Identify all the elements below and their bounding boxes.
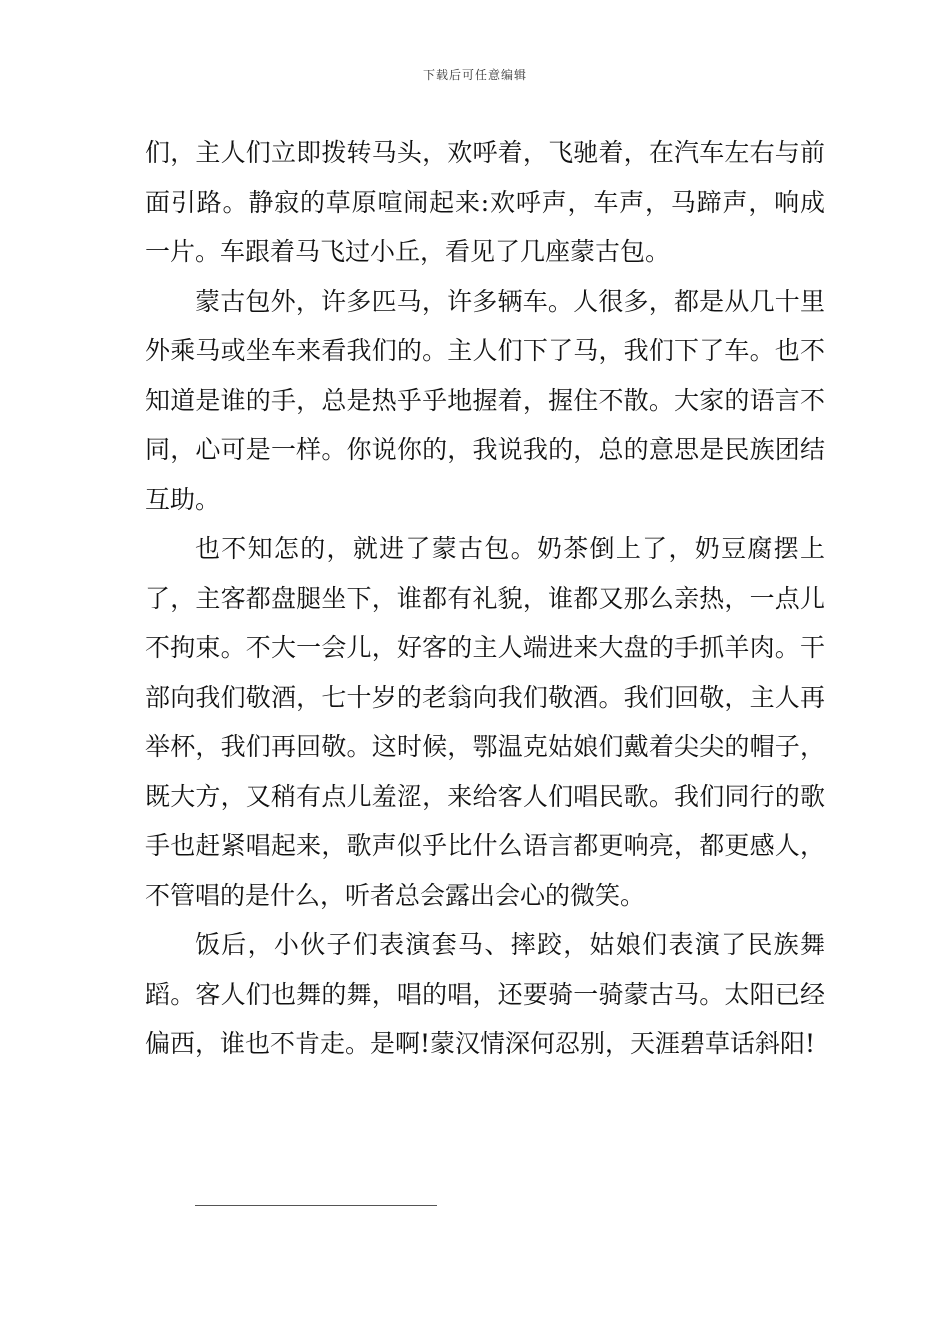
paragraph-mongolian-yurt-outside: 蒙古包外，许多匹马，许多辆车。人很多，都是从几十里外乘马或坐车来看我们的。主人们下了马，我们下了车。也不知道是谁的手，总是热乎乎地握着，握住不散。大家的语言不同，心可是一样。你说你的，我说我的，总的意思是民族团结互助。 [145, 286, 825, 514]
footnote-separator-line [195, 1205, 437, 1206]
paragraph-inside-yurt: 也不知怎的，就进了蒙古包。奶茶倒上了，奶豆腐摆上了，主客都盘腿坐下，谁都有礼貌，谁都又那么亲热，一点儿不拘束。不大一会儿，好客的主人端进来大盘的手抓羊肉。干部向我们敬酒，七十岁的老翁向我们敬酒。我们回敬，主人再举杯，我们再回敬。这时候，鄂温克姑娘们戴着尖尖的帽子，既大方，又稍有点儿羞涩，来给客人们唱民歌。我们同行的歌手也赶紧唱起来，歌声似乎比什么语言都更响亮，都更感人，不管唱的是什么，听者总会露出会心的微笑。 [145, 534, 825, 910]
document-body [145, 128, 825, 1069]
paragraph-continuation: 们，主人们立即拨转马头，欢呼着，飞驰着，在汽车左右与前面引路。静寂的草原喧闹起来:欢呼声，车声，马蹄声，响成一片。车跟着马飞过小丘，看见了几座蒙古包。 [145, 138, 825, 266]
page-header-note: 下载后可任意编辑 [422, 68, 527, 82]
paragraph-after-meal: 饭后，小伙子们表演套马、摔跤，姑娘们表演了民族舞蹈。客人们也舞的舞，唱的唱，还要骑一骑蒙古马。太阳已经偏西，谁也不肯走。是啊!蒙汉情深何忍别，天涯碧草话斜阳! [145, 930, 825, 1058]
